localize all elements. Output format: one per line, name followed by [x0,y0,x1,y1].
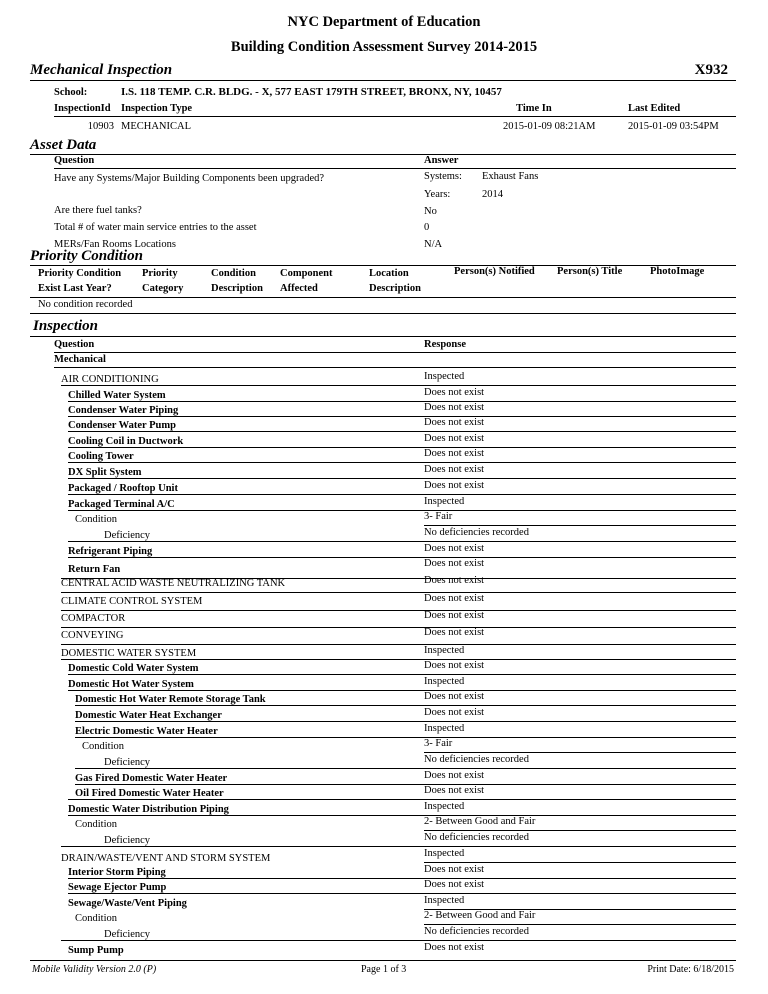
inspection-row: Domestic Cold Water System Does not exist [0,660,768,675]
inspection-row: Deficiency No deficiencies recorded [0,926,768,941]
footer-version: Mobile Validity Version 2.0 (P) [32,964,157,975]
inspection-row: Condition 2- Between Good and Fair [0,816,768,831]
priority-col-condition: Condition Description [211,268,263,294]
priority-col-location: Location Description [369,268,421,294]
inspection-row: Cooling Tower Does not exist [0,448,768,463]
inspection-row: CONVEYING Does not exist [0,627,768,642]
inspection-row: Oil Fired Domestic Water Heater Does not exist [0,785,768,800]
inspection-row: Refrigerant Piping Does not exist [0,543,768,558]
inspection-row: Deficiency No deficiencies recorded [0,754,768,769]
inspection-row: Deficiency No deficiencies recorded [0,527,768,542]
systems-value: Exhaust Fans [482,171,539,182]
inspection-row: Condenser Water Pump Does not exist [0,417,768,432]
last-edited-label: Last Edited [628,103,681,114]
years-label: Years: [424,189,451,200]
priority-header-rule [30,297,736,298]
asset-question: Have any Systems/Major Building Components been upgraded? [54,173,325,184]
inspection-row: AIR CONDITIONING Inspected [0,371,768,386]
footer-rule [30,960,736,961]
asset-answer-label: Answer [424,155,459,166]
report-title: NYC Department of Education [287,14,481,30]
inspection-group: Mechanical [54,354,106,365]
inspection-row: Condition 2- Between Good and Fair [0,910,768,925]
inspection-row: Gas Fired Domestic Water Heater Does not exist [0,770,768,785]
priority-col-component: Component Affected [280,268,333,294]
inspection-row: DOMESTIC WATER SYSTEM Inspected [0,645,768,660]
building-code: X932 [694,62,728,78]
inspection-header-rule [54,352,736,353]
school-label: School: [54,87,88,98]
priority-end-rule [30,313,736,314]
inspection-row: Interior Storm Piping Does not exist [0,864,768,879]
asset-question: Total # of water main service entries to the asset [54,222,257,233]
inspection-row: Deficiency No deficiencies recorded [0,832,768,847]
inspection-row: Condenser Water Piping Does not exist [0,402,768,417]
info-rule [54,116,736,117]
inspection-row: Cooling Coil in Ductwork Does not exist [0,433,768,448]
inspection-row: Return Fan Does not exist [0,558,768,573]
inspection-row: Electric Domestic Water Heater Inspected [0,723,768,738]
priority-col-notified: Person(s) Notified [454,266,535,277]
inspection-response-label: Response [424,339,467,350]
inspection-row: Domestic Hot Water System Inspected [0,676,768,691]
inspection-id: 10903 [87,121,114,132]
inspection-heading: Inspection [33,318,99,334]
asset-header-rule [54,168,736,169]
inspection-row: DRAIN/WASTE/VENT AND STORM SYSTEM Inspected [0,848,768,863]
inspection-row: Packaged Terminal A/C Inspected [0,496,768,511]
asset-rule [30,154,736,155]
asset-answer: N/A [424,239,443,250]
inspection-row: Packaged / Rooftop Unit Does not exist [0,480,768,495]
inspection-row: Sewage/Waste/Vent Piping Inspected [0,895,768,910]
priority-empty: No condition recorded [38,299,133,310]
asset-data-heading: Asset Data [30,137,97,153]
inspection-question-label: Question [54,339,95,350]
section-rule [30,80,736,81]
priority-col-exist: Priority Condition Exist Last Year? [38,268,122,294]
time-in-label: Time In [516,103,552,114]
report-subtitle: Building Condition Assessment Survey 2014-2015 [230,39,538,55]
inspection-row: CLIMATE CONTROL SYSTEM Does not exist [0,593,768,608]
inspection-rule [30,336,736,337]
inspection-row: Sewage Ejector Pump Does not exist [0,879,768,894]
asset-question-label: Question [54,155,95,166]
last-edited: 2015-01-09 03:54PM [628,121,719,132]
asset-question: Are there fuel tanks? [54,205,142,216]
years-value: 2014 [482,189,503,200]
inspection-row: COMPACTOR Does not exist [0,610,768,625]
inspection-row: Chilled Water System Does not exist [0,387,768,402]
inspection-row: Domestic Hot Water Remote Storage Tank Does not exist [0,691,768,706]
inspection-row: Domestic Water Distribution Piping Inspected [0,801,768,816]
inspection-group-rule [54,367,736,368]
asset-answer: 0 [424,222,430,233]
inspection-row: Condition 3- Fair [0,511,768,526]
inspection-row: Condition 3- Fair [0,738,768,753]
inspection-type: MECHANICAL [121,121,191,132]
school-value: I.S. 118 TEMP. C.R. BLDG. - X, 577 EAST 179TH STREET, BRONX, NY, 10457 [121,86,502,98]
inspection-type-label: Inspection Type [121,103,193,114]
section-title: Mechanical Inspection [30,62,173,78]
time-in: 2015-01-09 08:21AM [503,121,596,132]
priority-col-title: Person(s) Title [557,266,623,277]
priority-col-category: Priority Category [142,268,184,294]
asset-answer: No [424,206,437,217]
inspection-row: DX Split System Does not exist [0,464,768,479]
inspection-id-label: InspectionId [54,103,111,114]
inspection-row: Domestic Water Heat Exchanger Does not exist [0,707,768,722]
inspection-row: Sump Pump Does not exist [68,942,485,956]
inspection-row: CENTRAL ACID WASTE NEUTRALIZING TANK Does not exist [0,575,768,590]
systems-label: Systems: [424,171,462,182]
asset-question: MERs/Fan Rooms Locations [54,239,176,250]
footer-print-date: Print Date: 6/18/2015 [647,964,734,975]
priority-col-photo: PhotoImage [650,266,705,277]
footer-page: Page 1 of 3 [361,964,407,975]
priority-heading: Priority Condition [30,248,143,264]
